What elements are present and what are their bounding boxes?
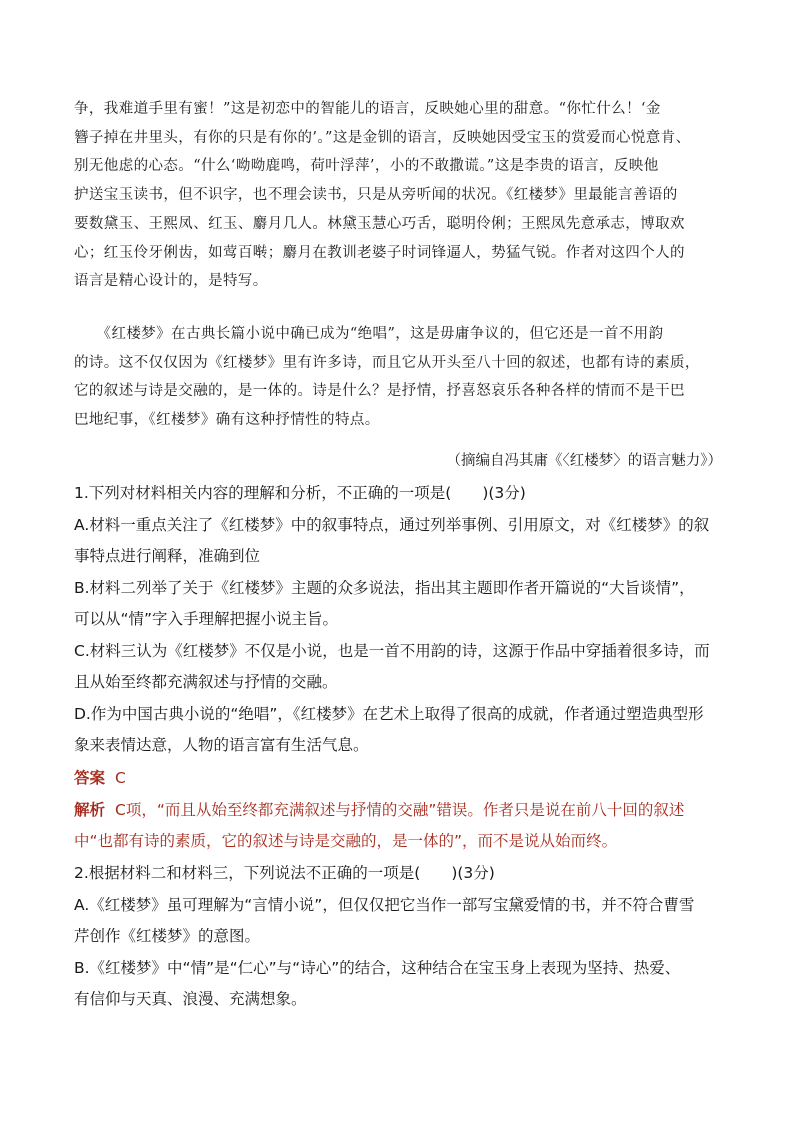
question-stem: 1.下列对材料相关内容的理解和分析，不正确的一项是( )(3分)	[74, 484, 526, 502]
passage-line: 别无他虑的心态。“什么‘呦呦鹿鸣，荷叶浮萍’，小的不敢撒谎。”这是李贵的语言，反映他	[74, 158, 659, 175]
option-d: 象来表情达意，人物的语言富有生活气息。	[74, 736, 369, 754]
analysis-text: C项，“而且从始至终都充满叙述与抒情的交融”错误。作者只是说在前八十回的叙述	[115, 800, 685, 819]
option-b: 有信仰与天真、浪漫、充满想象。	[74, 990, 307, 1008]
option-d: D.作为中国古典小说的“绝唱”，《红楼梦》在艺术上取得了很高的成就，作者通过塑造典型形	[74, 704, 704, 723]
passage-line: 心；红玉伶牙俐齿，如莺百啭；麝月在教训老婆子时词锋逼人，势猛气锐。作者对这四个人的	[74, 244, 685, 261]
option-a: 事特点进行阐释，准确到位	[74, 547, 261, 565]
passage-line: 巴地纪事，《红楼梦》确有这种抒情性的特点。	[74, 412, 380, 429]
option-a: 芹创作《红楼梦》的意图。	[74, 927, 261, 945]
passage-source: （摘编自冯其庸《〈红楼梦〉的语言魅力》）	[446, 453, 722, 469]
option-c: 且从始至终都充满叙述与抒情的交融。	[74, 673, 338, 691]
answer-value: C	[115, 769, 126, 787]
passage-line: 要数黛玉、王熙凤、红玉、麝月几人。林黛玉慧心巧舌，聪明伶俐；王熙凤先意承志，博取欢	[74, 215, 685, 232]
question-1	[74, 478, 724, 762]
option-b: B.《红楼梦》中“情”是“仁心”与“诗心”的结合，这种结合在宝玉身上表现为坚持、热爱、	[74, 958, 681, 977]
passage-line: 《红楼梦》在古典长篇小说中确已成为“绝唱”，这是毋庸争议的，但它还是一首不用韵	[74, 326, 664, 342]
passage-paragraph-2	[74, 320, 724, 435]
option-b: 可以从“情”字入手理解把握小说主旨。	[74, 610, 339, 628]
passage-line: 语言是精心设计的，是特写。	[74, 273, 268, 290]
analysis-tag: 解析	[74, 800, 106, 819]
passage-paragraph-1	[74, 95, 724, 296]
passage-line: 它的叙述与诗是交融的，是一体的。诗是什么？是抒情，抒喜怒哀乐各种各样的情而不是干巴	[74, 383, 685, 400]
option-c: C.材料三认为《红楼梦》不仅是小说，也是一首不用韵的诗，这源于作品中穿插着很多诗，而	[74, 641, 710, 660]
answer-line	[74, 763, 724, 795]
option-a: A.《红楼梦》虽可理解为“言情小说”，但仅仅把它当作一部写宝黛爱情的书，并不符合曹雪	[74, 895, 695, 914]
passage-line: 护送宝玉读书，但不识字，也不理会读书，只是从旁听闻的状况。《红楼梦》里最能言善语的	[74, 187, 678, 204]
question-2	[74, 858, 724, 1016]
analysis-line	[74, 795, 724, 827]
question-stem: 2.根据材料二和材料三，下列说法不正确的一项是( )(3分)	[74, 864, 495, 882]
option-b: B.材料二列举了关于《红楼梦》主题的众多说法，指出其主题即作者开篇说的“大旨谈情”，	[74, 578, 695, 597]
passage-line: 簪子掉在井里头，有你的只是有你的’。”这是金钏的语言，反映她因受宝玉的赏爱而心悦意肯、	[74, 129, 691, 146]
passage-line: 的诗。这不仅仅因为《红楼梦》里有许多诗，而且它从开头至八十回的叙述，也都有诗的素质，	[74, 354, 700, 371]
passage-line: 争，我难道手里有蜜！”这是初恋中的智能儿的语言，反映她心里的甜意。“你忙什么！‘金	[74, 101, 661, 117]
answer-block	[74, 763, 724, 858]
answer-tag: 答案	[74, 769, 106, 787]
analysis-line: 中“也都有诗的素质，它的叙述与诗是交融的，是一体的”，而不是说从始而终。	[74, 832, 618, 850]
option-a: A.材料一重点关注了《红楼梦》中的叙事特点，通过列举事例、引用原文，对《红楼梦》的叙	[74, 515, 710, 534]
